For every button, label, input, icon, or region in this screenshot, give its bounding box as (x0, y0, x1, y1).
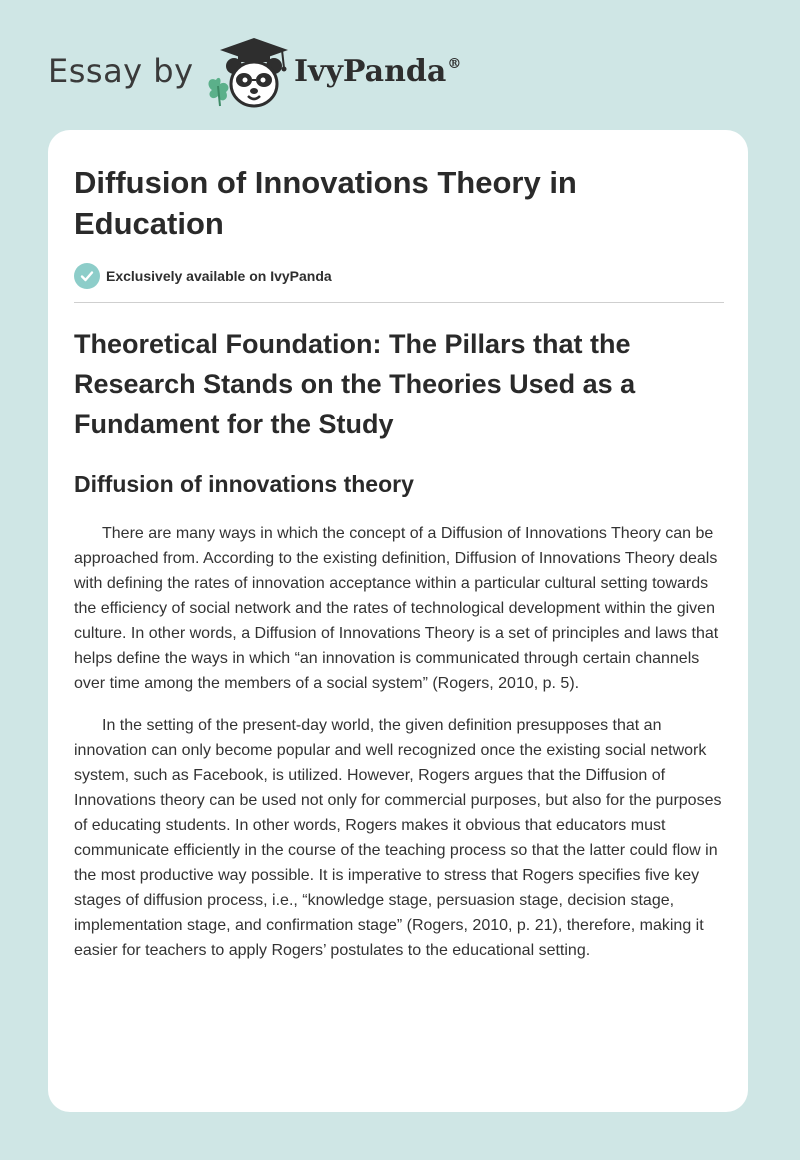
essay-content (74, 162, 724, 963)
paragraph: There are many ways in which the concept of a Diffusion of Innovations Theory can be approached from. According to the existing definition, Diffusion of Innovations Theory deals with defining the rates of innovation acceptance within a particular cultural setting towards the efficiency of social network and the rates of technological development within the given culture. In other words, a Diffusion of Innovations Theory is a set of principles and laws that helps define the ways in which “an innovation is communicated through certain channels over time among the members of a social system” (Rogers, 2010, p. 5). (74, 525, 719, 692)
panda-graduation-cap-logo-icon[interactable] (202, 36, 292, 112)
page-title: Diffusion of Innovations Theory in Education (74, 165, 577, 241)
paragraph: In the setting of the present-day world, the given definition presupposes that an innovation can only become popular and well recognized once the existing social network system, such as Facebook, is utilized. However, Rogers argues that the Diffusion of Innovations theory can be used not only for commercial purposes, but also for the purposes of educating students. In other words, Rogers makes it obvious that educators must communicate efficiently in the course of the teaching process so that the latter could flow in the most productive way possible. It is imperative to stress that Rogers specifies five key stages of diffusion process, i.e., “knowledge stage, persuasion stage, decision stage, implementation stage, and confirmation stage” (Rogers, 2010, p. 21), therefore, making it easier for teachers to apply Rogers’ postulates to the educational setting. (74, 717, 722, 959)
site-header (48, 34, 488, 110)
subsection-heading: Diffusion of innovations theory (74, 471, 414, 497)
section-heading: Theoretical Foundation: The Pillars that the Research Stands on the Theories Used as a Fundament for the Study (74, 329, 636, 439)
brand-name[interactable]: IvyPanda® (294, 54, 462, 89)
divider (74, 302, 724, 303)
essay-card (48, 130, 748, 1112)
ivy-leaf-icon (209, 78, 229, 106)
essay-by-label: Essay by (48, 52, 194, 90)
registered-mark: ® (447, 56, 462, 72)
exclusive-label: Exclusively available on IvyPanda (106, 268, 332, 284)
exclusive-badge (74, 262, 724, 290)
checkmark-icon (74, 263, 100, 289)
